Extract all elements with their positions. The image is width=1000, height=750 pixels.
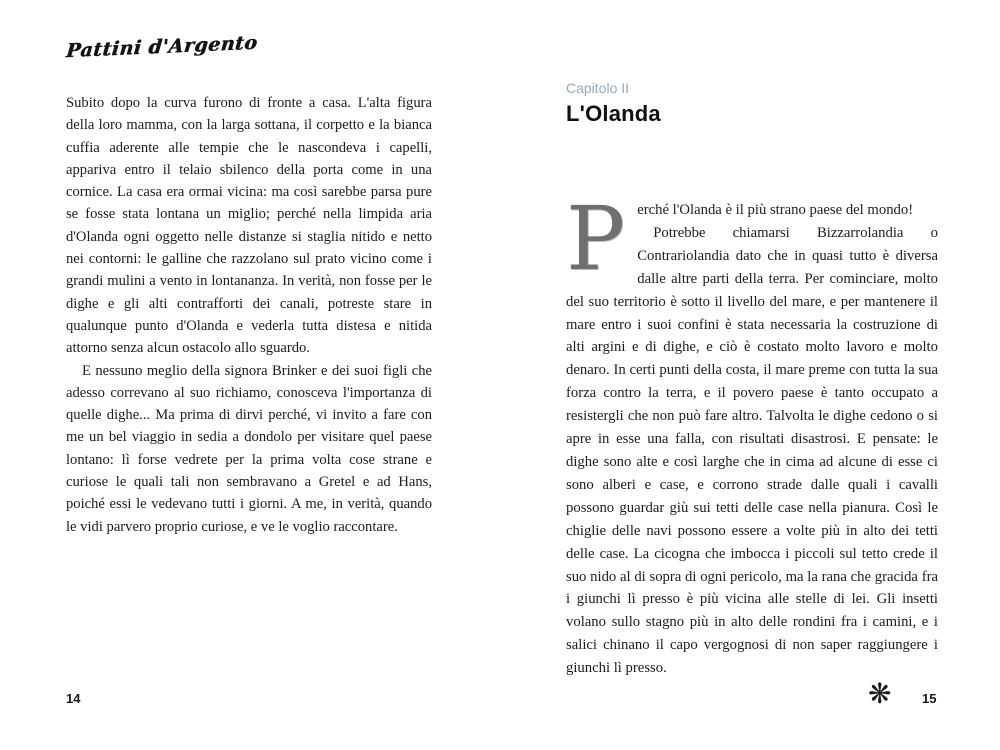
paragraph: E nessuno meglio della signora Brinker e dei suoi figli che adesso correvano al suo richiamo, conosceva l'importanza di quelle dighe... Ma prima di dirvi perché, vi invito a fare con me un bel viaggio in sedia a dondolo per visitare quel paese lontano: lì forse vedrete per la prima volta cose strane e curiose le quali tali non sembravano a Gretel e ad Hans, poiché essi le vedevano tutti i giorni. A me, in verità, quando le vidi parvero proprio curiose, e ve le voglio raccontare.: [66, 362, 432, 535]
chapter-label: Capitolo II: [566, 80, 630, 96]
snowflake-icon: ❋: [868, 679, 892, 710]
right-page-body: [566, 187, 938, 680]
left-page: [65, 31, 432, 538]
page-number-right: 15: [922, 691, 937, 706]
paragraph: Subito dopo la curva furono di fronte a casa. L'alta figura della loro mamma, con la larga sottana, il corpetto e la bianca cuffia aderente alle tempie che le nascondeva i capelli, appariva entro il telaio sbilenco della porta come in una cornice. La casa era ormai vicina: ma così sarebbe parsa pure se fosse stata lontana un miglio; perché nella limpida aria d'Olanda ogni oggetto nelle distanze si staglia nitido e netto nei contorni: le galline che razzolano sul prato vicino come i grandi mulini a vento in lontananza. In verità, non fosse per le dighe e gli alti contrafforti dei canali, potreste stare in qualunque punto d'Olanda e vederla tutta distesa e nitida attorno senza alcun ostacolo allo sguardo.: [66, 95, 432, 357]
running-title-script: Pattini d'Argento: [65, 31, 259, 63]
paragraph: Potrebbe chiamarsi Bizzarrolandia o Contrariolandia dato che in quasi tutto è diversa dalle altre parti della terra. Per cominciare, molto del suo territorio è sotto il livello del mare, e per mantenere il mare entro i suoi confini è stata necessaria la costruzione di alti argini e di dighe, e ciò è costato molto lavoro e molto denaro. In certi punti della costa, il mare preme con tutta la sua forza contro la terra, e il povero paese è tanto occupato a resistergli che non può fare altro. Talvolta le dighe cedono o si apre in esse una falla, con risultati disastrosi. E pensate: le dighe sono alte e così larghe che in cima ad alcune di esse ci sono alberi e case, e corrono strade dalle quali i cavalli possono guardar giù sui tetti delle case nella pianura. Così le chiglie delle navi possono essere a volte più in alto dei tetti delle case. La cicogna che imbocca i piccoli sul tetto crede il suo nido al di sopra di ogni pericolo, ma la rana che gracida fra i giunchi lì presso è più vicina alle stelle di lei. Gli insetti volano sullo stagno più in alto delle rondini fra i camini, e i salici chinano il capo vergognosi di non saper raggiungere i giunchi lì presso.: [566, 224, 938, 677]
opening-line: erché l'Olanda è il più strano paese del mondo!: [637, 202, 914, 218]
right-page: [566, 80, 938, 680]
left-page-body: [66, 92, 432, 538]
drop-cap: P: [566, 187, 626, 290]
page-number-left: 14: [66, 691, 81, 706]
chapter-title: L'Olanda: [566, 101, 661, 126]
